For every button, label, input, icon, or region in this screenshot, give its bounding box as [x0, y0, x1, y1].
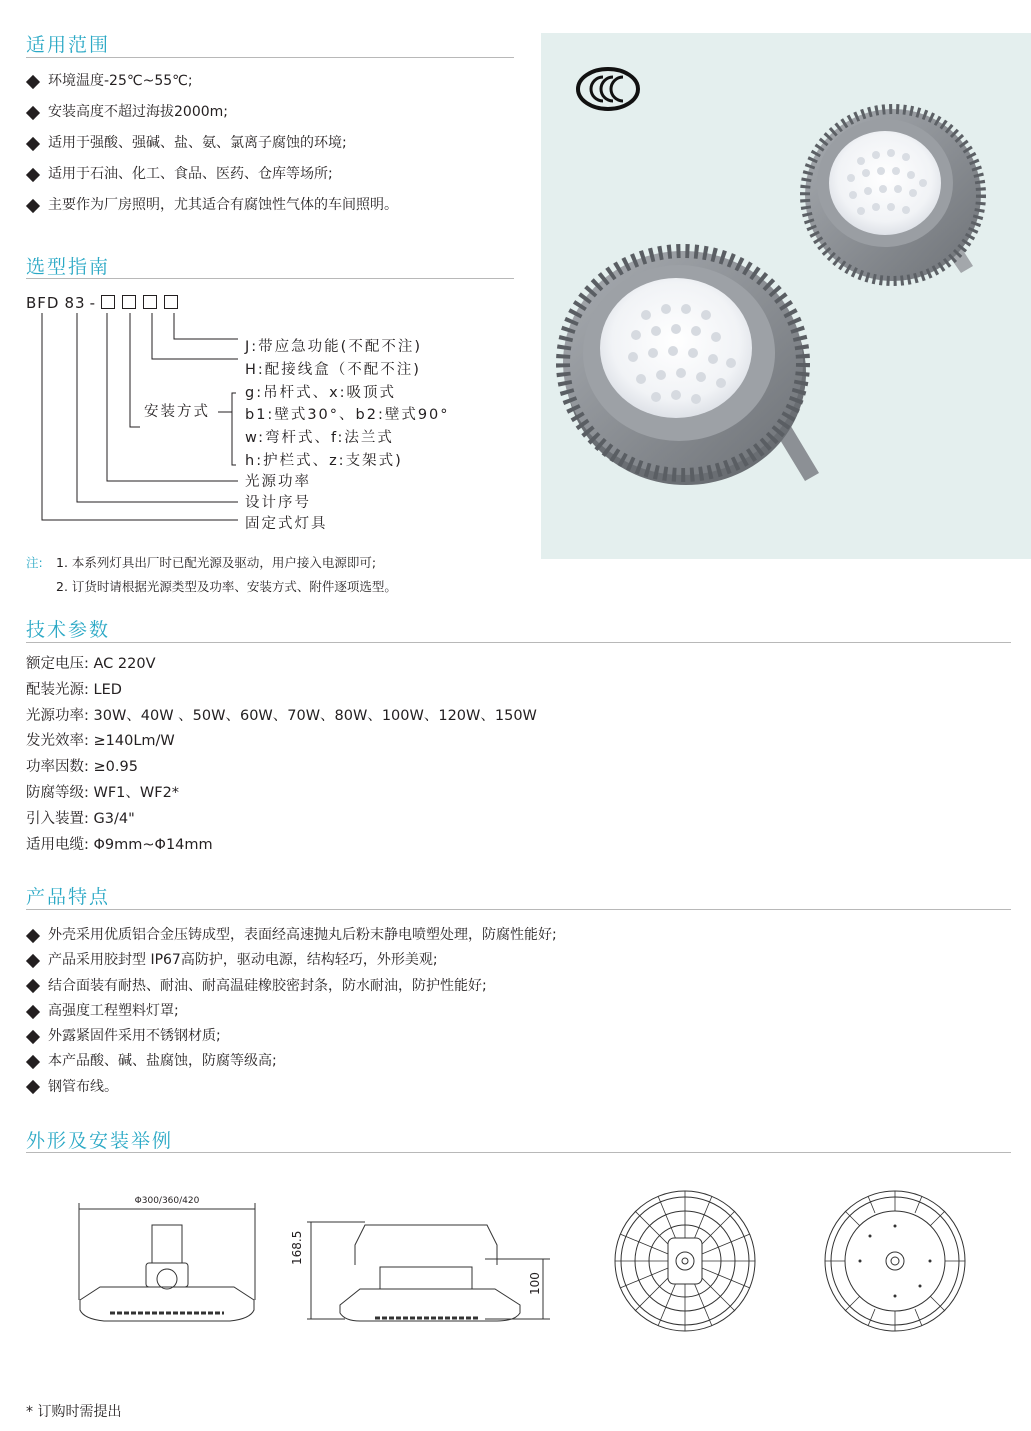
list-item: 适用于强酸、强碱、盐、氨、氯离子腐蚀的环境; — [26, 128, 398, 159]
dimension-diameter: Φ300/360/420 — [134, 1196, 200, 1206]
model-dash: - — [89, 294, 96, 312]
spec-list — [26, 652, 537, 858]
spec-value: G3/4" — [93, 810, 135, 827]
feature-list — [26, 923, 557, 1100]
spec-key: 功率因数: — [26, 759, 89, 776]
spec-value: 30W、40W 、50W、60W、70W、80W、100W、120W、150W — [93, 707, 537, 724]
list-item: 钢管布线。 — [26, 1075, 557, 1100]
selection-label-mount: 安装方式 — [144, 404, 210, 420]
list-item: 适用于石油、化工、食品、医药、仓库等场所; — [26, 159, 398, 190]
spec-row — [26, 678, 537, 704]
list-item: 本产品酸、碱、盐腐蚀，防腐等级高; — [26, 1049, 557, 1074]
product-photo-panel — [541, 33, 1031, 559]
spec-key: 发光效率: — [26, 733, 89, 750]
bottom-view-drawing — [822, 1188, 968, 1334]
spec-row — [26, 704, 537, 730]
top-view-drawing — [612, 1188, 758, 1334]
dimension-height-2: 100 — [528, 1272, 542, 1295]
selection-label-j: J:带应急功能(不配不注) — [245, 339, 422, 355]
section-rule — [26, 642, 1011, 643]
model-prefix: BFD — [26, 294, 60, 312]
lamp-back — [805, 109, 981, 281]
selection-label-power: 光源功率 — [245, 474, 311, 490]
spec-key: 防腐等级: — [26, 784, 89, 801]
section-title-tech: 技术参数 — [26, 619, 111, 641]
side-height-drawing — [285, 1215, 555, 1335]
section-title-install: 外形及安装举例 — [26, 1130, 174, 1152]
spec-row — [26, 833, 537, 859]
lamp-front — [563, 251, 819, 485]
spec-row — [26, 755, 537, 781]
spec-key: 光源功率: — [26, 707, 89, 724]
ccc-certification-icon — [578, 69, 638, 109]
note-prefix: 注: — [26, 555, 43, 570]
spec-value: ≥0.95 — [93, 759, 138, 776]
product-photo — [541, 33, 1031, 559]
list-item: 外露紧固件采用不锈钢材质; — [26, 1024, 557, 1049]
list-item: 环境温度-25℃~55℃; — [26, 66, 398, 97]
note-2: 2. 订货时请根据光源类型及功率、安装方式、附件逐项选型。 — [56, 579, 397, 594]
spec-value: WF1、WF2* — [93, 784, 180, 801]
spec-row — [26, 781, 537, 807]
model-series: 83 — [64, 294, 86, 312]
spec-value: Φ9mm~Φ14mm — [93, 836, 213, 853]
list-item: 产品采用胶封型 IP67高防护，驱动电源，结构轻巧，外形美观; — [26, 948, 557, 973]
spec-key: 适用电缆: — [26, 836, 89, 853]
list-item: 高强度工程塑料灯罩; — [26, 999, 557, 1024]
spec-value: LED — [93, 681, 122, 698]
spec-key: 额定电压: — [26, 656, 89, 672]
side-view-drawing — [70, 1195, 270, 1335]
spec-value: ≥140Lm/W — [93, 733, 175, 750]
dimension-height-1: 168.5 — [290, 1230, 304, 1265]
footnote: * 订购时需提出 — [26, 1404, 122, 1420]
section-title-scope: 适用范围 — [26, 34, 111, 56]
spec-value: AC 220V — [93, 656, 156, 672]
selection-label-h: H:配接线盒（不配不注) — [245, 362, 421, 378]
list-item: 外壳采用优质铝合金压铸成型，表面经高速抛丸后粉末静电喷塑处理，防腐性能好; — [26, 923, 557, 948]
list-item: 安装高度不超过海拔2000m; — [26, 97, 398, 128]
section-rule — [26, 1152, 1011, 1153]
note-1: 1. 本系列灯具出厂时已配光源及驱动，用户接入电源即可; — [56, 555, 377, 570]
selection-label-design: 设计序号 — [245, 495, 311, 511]
spec-key: 配装光源: — [26, 681, 89, 698]
spec-key: 引入装置: — [26, 810, 89, 827]
selection-label-fixed: 固定式灯具 — [245, 516, 328, 532]
section-title-selection: 选型指南 — [26, 256, 111, 278]
list-item: 结合面装有耐热、耐油、耐高温硅橡胶密封条，防水耐油，防护性能好; — [26, 974, 557, 999]
selection-label-b: b1:壁式30°、b2:壁式90° — [245, 407, 450, 423]
section-title-features: 产品特点 — [26, 886, 111, 908]
spec-row — [26, 807, 537, 833]
selection-label-w: w:弯杆式、f:法兰式 — [245, 430, 394, 446]
spec-row — [26, 652, 537, 678]
spec-row — [26, 729, 537, 755]
list-item: 主要作为厂房照明，尤其适合有腐蚀性气体的车间照明。 — [26, 190, 398, 221]
section-rule — [26, 909, 1011, 910]
selection-label-hz: h:护栏式、z:支架式) — [245, 453, 403, 469]
selection-label-g: g:吊杆式、x:吸顶式 — [245, 385, 397, 401]
